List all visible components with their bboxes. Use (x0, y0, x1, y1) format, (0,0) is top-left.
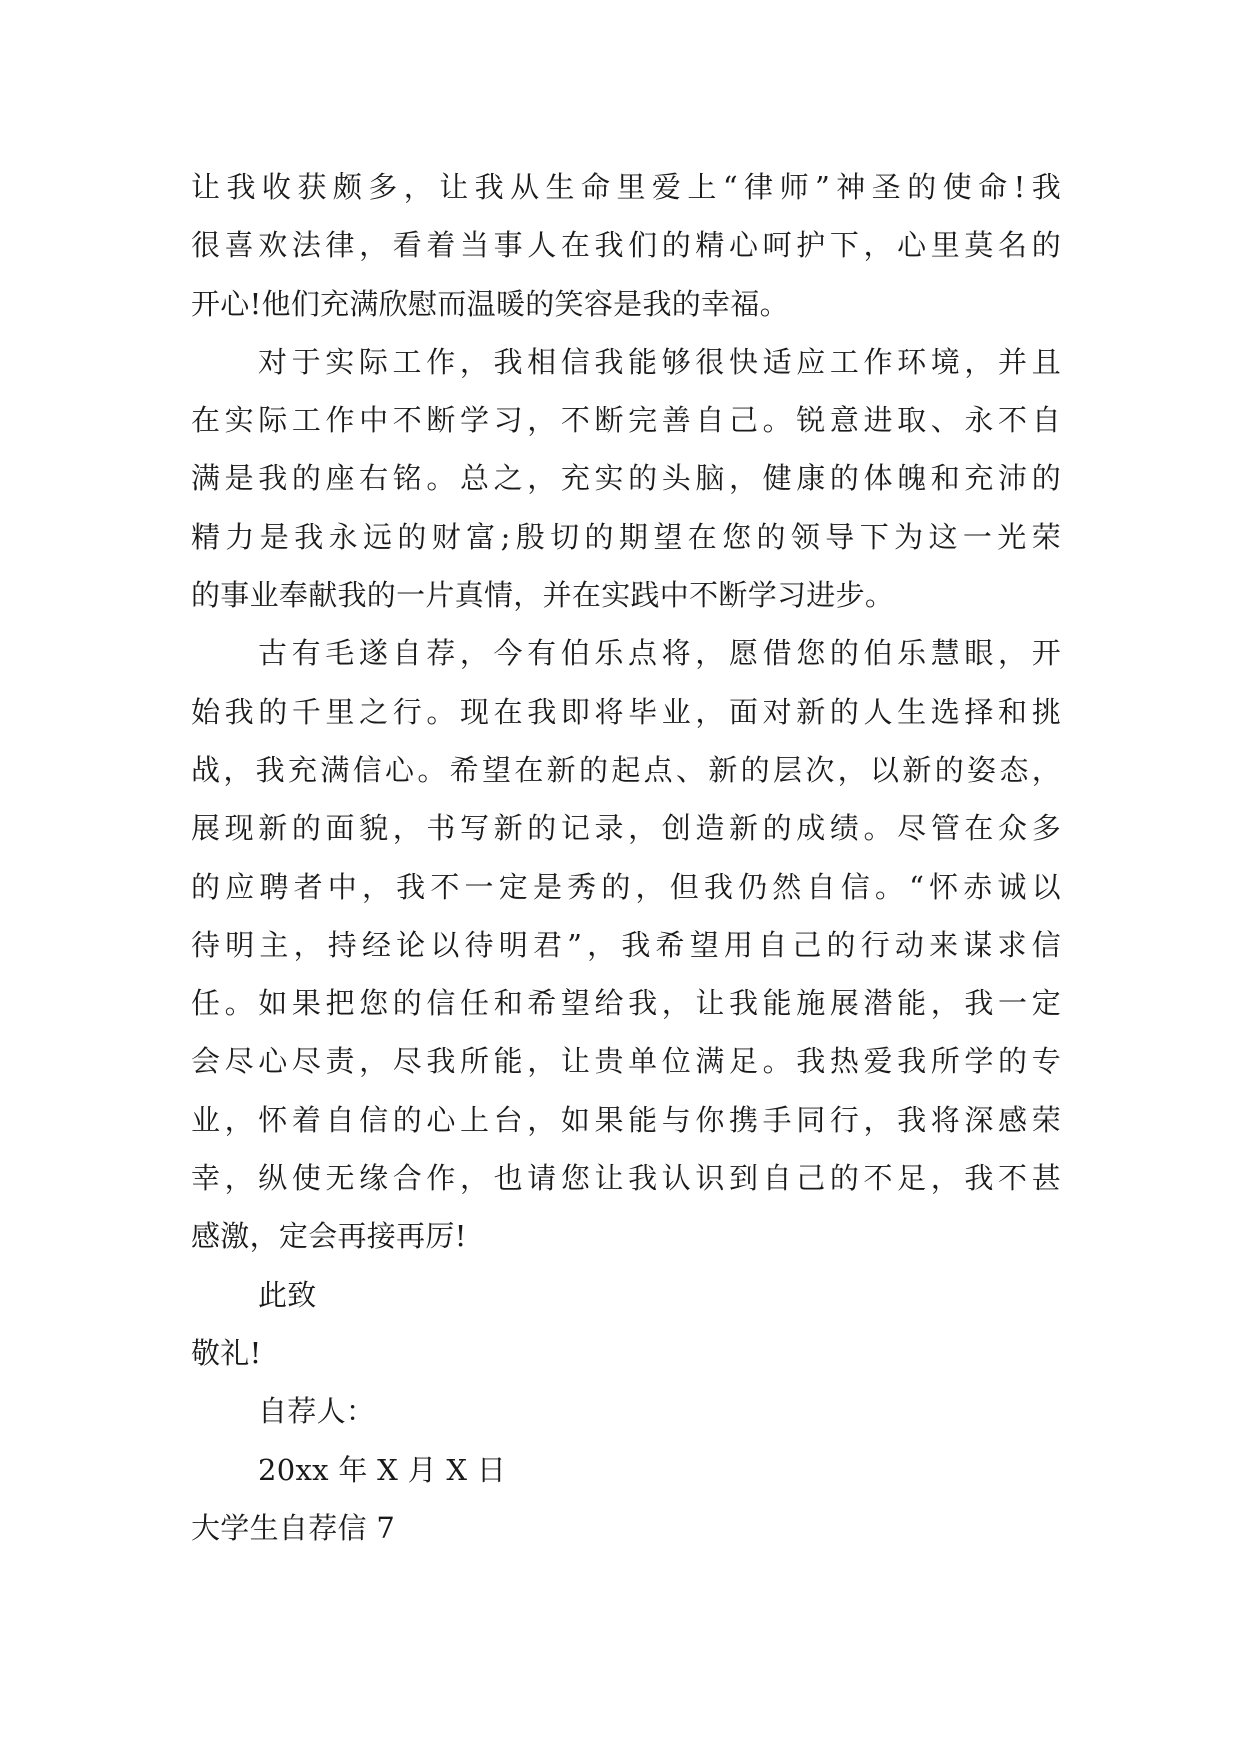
signature-label: 自荐人： (258, 1394, 376, 1429)
text-line: 对于实际工作，我相信我能够很快适应工作环境，并且 (258, 344, 1061, 379)
text-line: 很喜欢法律，看着当事人在我们的精心呵护下，心里莫名的 (191, 228, 1061, 263)
text-line: 开心!他们充满欣慰而温暖的笑容是我的幸福。 (191, 286, 789, 321)
text-line: 感激，定会再接再厉! (191, 1219, 467, 1254)
text-line: 始我的千里之行。现在我即将毕业，面对新的人生选择和挑 (191, 694, 1061, 729)
text-line: 展现新的面貌，书写新的记录，创造新的成绩。尽管在众多 (191, 811, 1061, 846)
text-line: 业，怀着自信的心上台，如果能与你携手同行，我将深感荣 (191, 1102, 1061, 1137)
text-line: 待明主，持经论以待明君”，我希望用自己的行动来谋求信 (191, 927, 1061, 962)
text-line: 任。如果把您的信任和希望给我，让我能施展潜能，我一定 (191, 986, 1061, 1021)
letter-body (191, 158, 1061, 1557)
text-line: 的应聘者中，我不一定是秀的，但我仍然自信。“怀赤诚以 (191, 869, 1061, 904)
date-line: 20xx 年 X 月 X 日 (258, 1452, 507, 1487)
text-line: 精力是我永远的财富;殷切的期望在您的领导下为这一光荣 (191, 519, 1061, 554)
text-line: 古有毛遂自荐，今有伯乐点将，愿借您的伯乐慧眼，开 (258, 636, 1061, 671)
text-line: 让我收获颇多，让我从生命里爱上“律师”神圣的使命!我 (191, 170, 1061, 204)
text-line: 会尽心尽责，尽我所能，让贵单位满足。我热爱我所学的专 (191, 1044, 1061, 1079)
closing-salutation: 此致 (258, 1277, 317, 1312)
text-line: 幸，纵使无缘合作，也请您让我认识到自己的不足，我不甚 (191, 1161, 1061, 1196)
text-line: 的事业奉献我的一片真情，并在实践中不断学习进步。 (191, 578, 895, 613)
text-line: 在实际工作中不断学习，不断完善自己。锐意进取、永不自 (191, 403, 1061, 438)
closing-regards: 敬礼! (191, 1335, 262, 1370)
text-line: 战，我充满信心。希望在新的起点、新的层次，以新的姿态， (191, 752, 1061, 787)
text-line: 满是我的座右铭。总之，充实的头脑，健康的体魄和充沛的 (191, 461, 1061, 496)
section-heading: 大学生自荐信 7 (191, 1510, 396, 1545)
